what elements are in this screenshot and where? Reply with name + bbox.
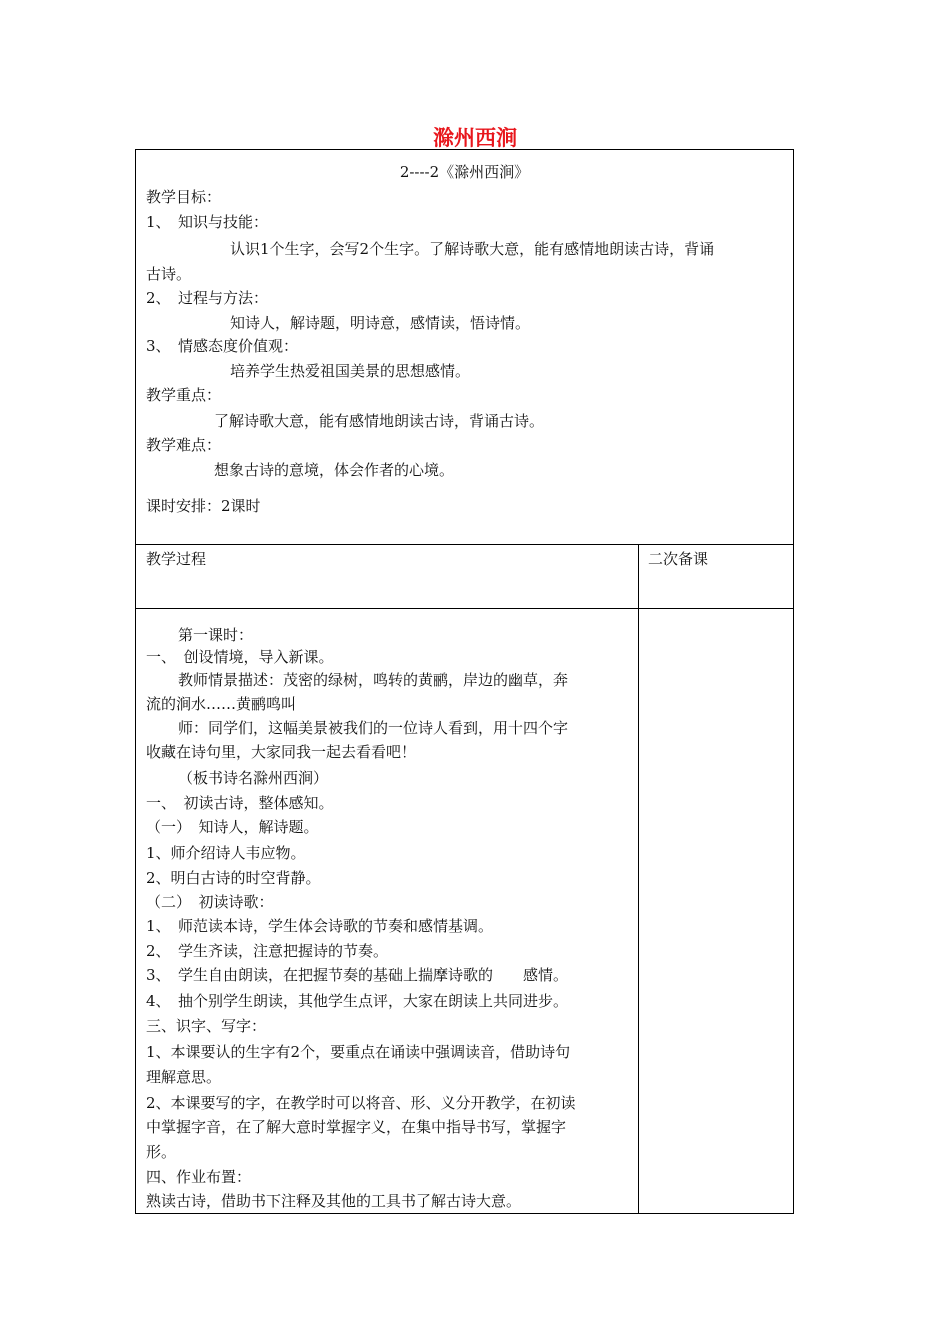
scene-description: 教师情景描述：茂密的绿树，鸣转的黄鹂，岸边的幽草，奔 [178,671,569,689]
process-table [135,544,794,1214]
literacy-note-two: 2、本课要写的字，在教学时可以将音、形、义分开教学，在初读 [146,1094,576,1112]
notes-column-header: 二次备课 [648,550,709,568]
step-individual-reading: 4、 抽个别学生朗读，其他学生点评，大家在朗读上共同进步。 [146,992,569,1010]
section-four-heading: 四、作业布置： [146,1168,252,1186]
document-title: 滁州西涧 [433,126,517,150]
step-model-reading: 1、 师范读本诗，学生体会诗歌的节奏和感情基调。 [146,917,494,935]
step-time-space: 2、明白古诗的时空背静。 [146,869,321,887]
literacy-note-two-cont: 中掌握字音，在了解大意时掌握字义，在集中指导书写，掌握字 [146,1118,567,1136]
process-method-heading: 2、 过程与方法： [146,289,269,307]
row-divider [136,608,793,609]
section-two-heading: 一、 初读古诗，整体感知。 [146,794,334,812]
schedule-text: 课时安排：2课时 [146,497,261,515]
objectives-box [135,149,794,545]
homework-text: 熟读古诗，借助书下注释及其他的工具书了解古诗大意。 [146,1192,522,1210]
knowledge-skills-text: 认识1个生字，会写2个生字。了解诗歌大意，能有感情地朗读古诗，背诵 [230,240,715,258]
literacy-note-two-end: 形。 [146,1143,177,1161]
difficulties-text: 想象古诗的意境，体会作者的心境。 [214,461,455,479]
process-column-header: 教学过程 [146,550,207,568]
subsection-two-heading: （二） 初读诗歌： [146,893,274,911]
emotion-values-heading: 3、 情感态度价值观： [146,337,299,355]
knowledge-skills-heading: 1、 知识与技能： [146,213,269,231]
board-note: （板书诗名滁州西涧） [178,769,329,787]
key-points-text: 了解诗歌大意，能有感情地朗读古诗，背诵古诗。 [214,412,545,430]
literacy-note-one-cont: 理解意思。 [146,1068,222,1086]
teacher-intro-cont: 收藏在诗句里，大家同我一起去看看吧！ [146,743,417,761]
section-one-heading: 一、 创设情境，导入新课。 [146,648,334,666]
lesson-subtitle: 2----2《滁州西涧》 [399,163,530,181]
step-group-reading: 2、 学生齐读，注意把握诗的节奏。 [146,942,389,960]
first-lesson-heading: 第一课时： [178,626,254,644]
section-three-heading: 三、识字、写字： [146,1017,267,1035]
literacy-note-one: 1、本课要认的生字有2个，要重点在诵读中强调读音，借助诗句 [146,1043,571,1061]
emotion-values-text: 培养学生热爱祖国美景的思想感情。 [230,362,471,380]
scene-description-cont: 流的涧水……黄鹂鸣叫 [146,695,297,713]
subsection-one-heading: （一） 知诗人，解诗题。 [146,818,319,836]
knowledge-skills-text-cont: 古诗。 [146,265,192,283]
teacher-intro: 师：同学们，这幅美景被我们的一位诗人看到，用十四个字 [178,719,569,737]
process-method-text: 知诗人，解诗题，明诗意，感情读，悟诗情。 [230,314,531,332]
column-divider [638,545,639,1213]
difficulties-heading: 教学难点： [146,436,222,454]
step-free-reading: 3、 学生自由朗读，在把握节奏的基础上揣摩诗歌的 感情。 [146,966,569,984]
key-points-heading: 教学重点： [146,386,222,404]
objectives-heading: 教学目标： [146,188,222,206]
step-introduce-poet: 1、师介绍诗人韦应物。 [146,844,306,862]
